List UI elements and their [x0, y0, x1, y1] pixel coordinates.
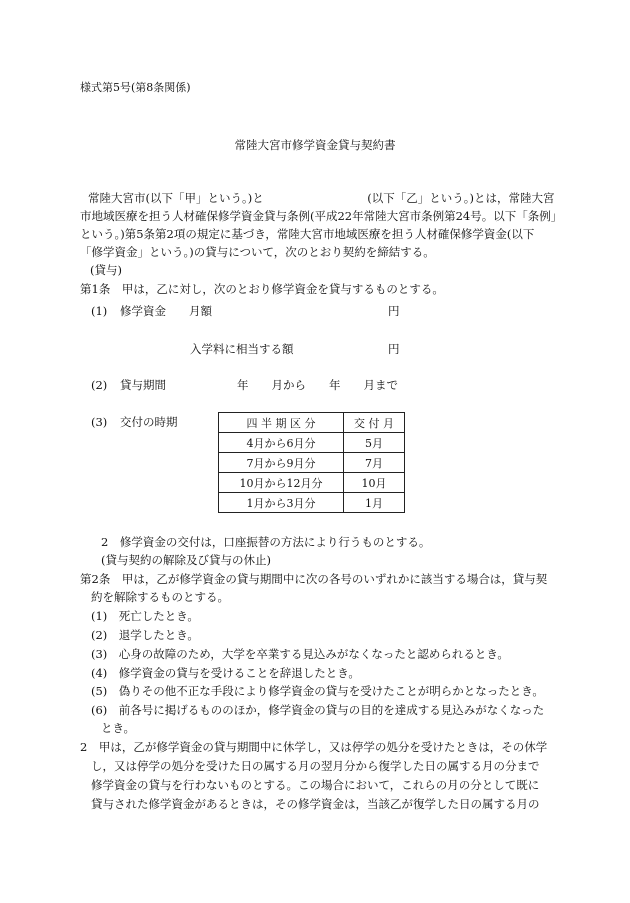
article1-heading: (貸与) — [90, 263, 122, 277]
header-quarter: 四 半 期 区 分 — [219, 413, 344, 433]
article2-para2-line: し，又は停学の処分を受けた日の属する月の翌月分から復学した日の属する月の分まで — [91, 759, 540, 773]
form-number: 様式第5号(第8条関係) — [80, 81, 191, 94]
quarter-cell: 10月から12月分 — [219, 473, 344, 493]
preamble-line-2: 市地域医療を担う人材確保修学資金貸与条例(平成22年常陸大宮市条例第24号。以下「条例」 — [80, 209, 563, 223]
preamble-line-3: という。)第5条第2項の規定に基づき，常陸大宮市地域医療を担う人材確保修学資金(以下 — [80, 227, 535, 241]
month-cell: 10月 — [344, 473, 405, 493]
loan-period: 年 月から 年 月まで — [237, 378, 398, 392]
yen-2: 円 — [388, 342, 400, 356]
table-header-row — [219, 413, 405, 433]
article2-para2-line: 2 甲は，乙が修学資金の貸与期間中に休学し，又は停学の処分を受けたときは，その休学 — [80, 740, 548, 754]
month-cell: 1月 — [344, 493, 405, 513]
item3-number: (3) — [91, 415, 108, 429]
admission-fee-label: 入学料に相当する額 — [190, 342, 294, 356]
article2-heading: (貸与契約の解除及び貸与の休止) — [101, 553, 271, 567]
header-month: 交 付 月 — [344, 413, 405, 433]
article2-item: (5) 偽りその他不正な手段により修学資金の貸与を受けたことが明らかとなったとき。 — [91, 684, 544, 698]
article1-para2: 2 修学資金の交付は，口座振替の方法により行うものとする。 — [101, 535, 431, 549]
table-row — [219, 453, 405, 473]
table-row — [219, 433, 405, 453]
month-cell: 7月 — [344, 453, 405, 473]
article2-item: (6) 前各号に掲げるもののほか，修学資金の貸与の目的を達成する見込みがなくなった — [91, 703, 545, 717]
item2-label: 貸与期間 — [120, 378, 166, 392]
article2-text-2: 約を解除するものとする。 — [91, 590, 229, 604]
item2-number: (2) — [91, 378, 108, 392]
article2-item: (4) 修学資金の貸与を受けることを辞退したとき。 — [91, 666, 360, 680]
article2-text-1: 第2条 甲は，乙が修学資金の貸与期間中に次の各号のいずれかに該当する場合は，貸与契 — [80, 572, 548, 586]
quarter-cell: 4月から6月分 — [219, 433, 344, 453]
article2-item6-cont: とき。 — [101, 721, 136, 735]
item1-label: 修学資金 月額 — [120, 304, 212, 318]
article2-item: (1) 死亡したとき。 — [91, 609, 199, 623]
document-title: 常陸大宮市修学資金貸与契約書 — [234, 138, 396, 152]
table-row — [219, 493, 405, 513]
item3-label: 交付の時期 — [120, 415, 178, 429]
article2-item: (3) 心身の故障のため，大学を卒業する見込みがなくなったと認められるとき。 — [91, 647, 509, 661]
month-cell: 5月 — [344, 433, 405, 453]
preamble-line-4: 「修学資金」という。)の貸与について，次のとおり契約を締結する。 — [80, 245, 435, 259]
quarter-cell: 7月から9月分 — [219, 453, 344, 473]
item1-number: (1) — [91, 304, 108, 318]
article2-para2-line: 修学資金の貸与を行わないものとする。この場合において，これらの月の分として既に — [91, 778, 540, 792]
article2-item: (2) 退学したとき。 — [91, 628, 199, 642]
quarter-cell: 1月から3月分 — [219, 493, 344, 513]
yen-1: 円 — [388, 304, 400, 318]
preamble-line-1: 常陸大宮市(以下「甲」という。)と (以下「乙」という。)とは，常陸大宮 — [88, 191, 555, 205]
table-row — [219, 473, 405, 493]
article1-text: 第1条 甲は，乙に対し，次のとおり修学資金を貸与するものとする。 — [80, 282, 444, 296]
delivery-schedule-table — [218, 412, 405, 513]
article2-para2-line: 貸与された修学資金があるときは，その修学資金は，当該乙が復学した日の属する月の — [91, 797, 540, 811]
